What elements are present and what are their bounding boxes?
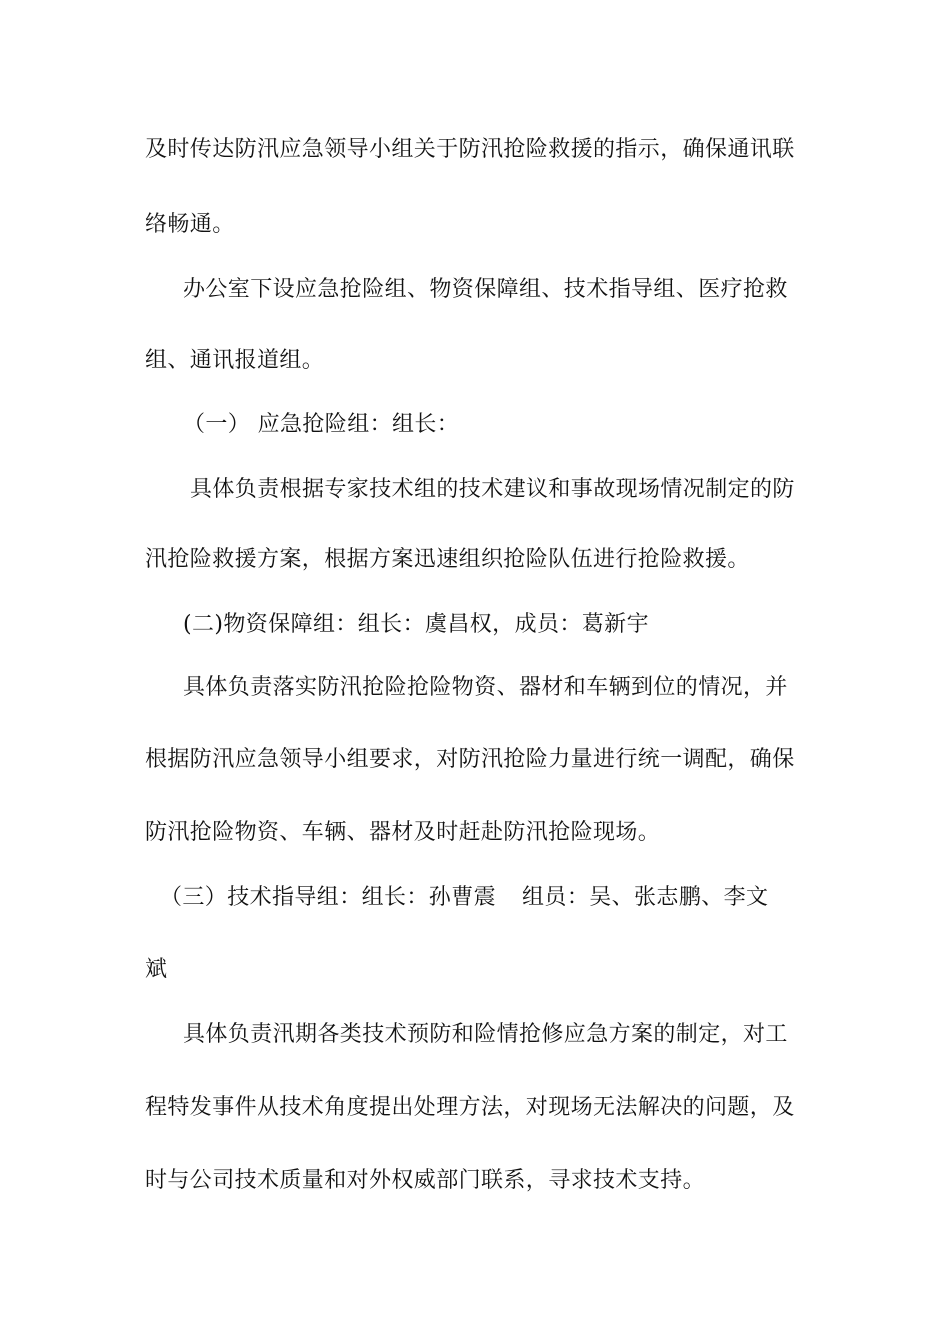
paragraph-line: 防汛抢险物资、车辆、器材及时赶赴防汛抢险现场。 (145, 820, 661, 845)
paragraph-line: 程特发事件从技术角度提出处理方法，对现场无法解决的问题，及 (145, 1095, 795, 1120)
paragraph-line: 汛抢险救援方案，根据方案迅速组织抢险队伍进行抢险救援。 (145, 547, 750, 572)
paragraph-line: 络畅通。 (145, 212, 235, 237)
section-heading-materials: (二)物资保障组：组长：虞昌权，成员：葛新宇 (183, 612, 649, 637)
paragraph-line: 斌 (145, 957, 168, 982)
section-heading-emergency-rescue: （一） 应急抢险组：组长： (183, 412, 460, 437)
paragraph-line: 具体负责落实防汛抢险抢险物资、器材和车辆到位的情况，并 (183, 675, 788, 700)
technical-leader: （三）技术指导组：组长：孙曹震 (160, 885, 497, 910)
technical-members: 组员：吴、张志鹏、李文 (522, 885, 769, 910)
section-heading-technical (160, 883, 830, 913)
paragraph-line: 及时传达防汛应急领导小组关于防汛抢险救援的指示，确保通讯联 (145, 137, 795, 162)
paragraph-line: 具体负责汛期各类技术预防和险情抢修应急方案的制定，对工 (183, 1022, 788, 1047)
paragraph-line: 时与公司技术质量和对外权威部门联系，寻求技术支持。 (145, 1168, 706, 1193)
paragraph-line: 组、通讯报道组。 (145, 348, 325, 373)
paragraph-line: 具体负责根据专家技术组的技术建议和事故现场情况制定的防 (190, 477, 795, 502)
paragraph-line: 办公室下设应急抢险组、物资保障组、技术指导组、医疗抢救 (183, 277, 788, 302)
paragraph-line: 根据防汛应急领导小组要求，对防汛抢险力量进行统一调配，确保 (145, 747, 795, 772)
